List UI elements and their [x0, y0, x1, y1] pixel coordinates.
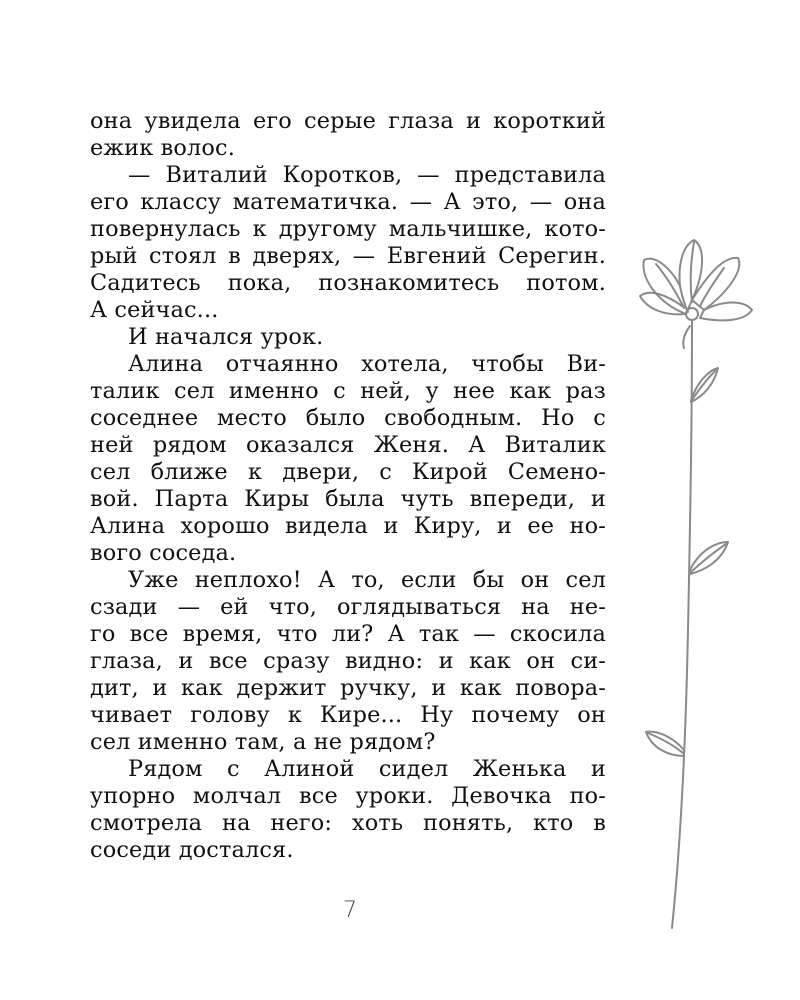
- text-line: талик сел именно с ней, у нее как раз: [90, 378, 606, 404]
- text-line: Уже неплохо! А то, если бы он сел: [128, 567, 606, 593]
- text-line: А сейчас...: [90, 297, 219, 323]
- text-line: рый стоял в дверях, — Евгений Серегин.: [90, 243, 606, 269]
- text-line: чивает голову к Кире... Ну почему он: [90, 702, 606, 728]
- text-line: ней рядом оказался Женя. А Виталик: [90, 432, 606, 458]
- text-line: Рядом с Алиной сидел Женька и: [128, 756, 606, 782]
- text-line: ежик волос.: [90, 135, 235, 161]
- text-line: повернулась к другому мальчишке, кото-: [90, 216, 606, 242]
- text-line: она увидела его серые глаза и короткий: [90, 108, 606, 134]
- text-line: его классу математичка. — А это, — она: [90, 189, 606, 215]
- text-line: вой. Парта Киры была чуть впереди, и: [90, 486, 606, 512]
- page-number: 7: [343, 898, 357, 923]
- text-line: соседи достался.: [90, 837, 294, 863]
- text-line: соседнее место было свободным. Но с: [90, 405, 606, 431]
- page-body-text: [90, 108, 606, 864]
- text-line: глаза, и все сразу видно: и как он си-: [90, 648, 606, 674]
- text-line: го все время, что ли? А так — скосила: [90, 621, 606, 647]
- text-line: Садитесь пока, познакомитесь потом.: [90, 270, 606, 296]
- text-line: дит, и как держит ручку, и как повора-: [90, 675, 606, 701]
- text-line: сзади — ей что, оглядываться на не-: [90, 594, 606, 620]
- text-line: сел ближе к двери, с Кирой Семено-: [90, 459, 606, 485]
- text-line: Алина отчаянно хотела, чтобы Ви-: [128, 351, 606, 377]
- text-line: вого соседа.: [90, 540, 237, 566]
- text-line: смотрела на него: хоть понять, кто в: [90, 810, 606, 836]
- text-line: — Виталий Коротков, — представила: [128, 162, 606, 188]
- text-line: И начался урок.: [128, 324, 324, 350]
- text-line: Алина хорошо видела и Киру, и ее но-: [90, 513, 606, 539]
- text-line: сел именно там, а не рядом?: [90, 729, 436, 755]
- flower-icon: [620, 230, 770, 940]
- text-line: упорно молчал все уроки. Девочка по-: [90, 783, 606, 809]
